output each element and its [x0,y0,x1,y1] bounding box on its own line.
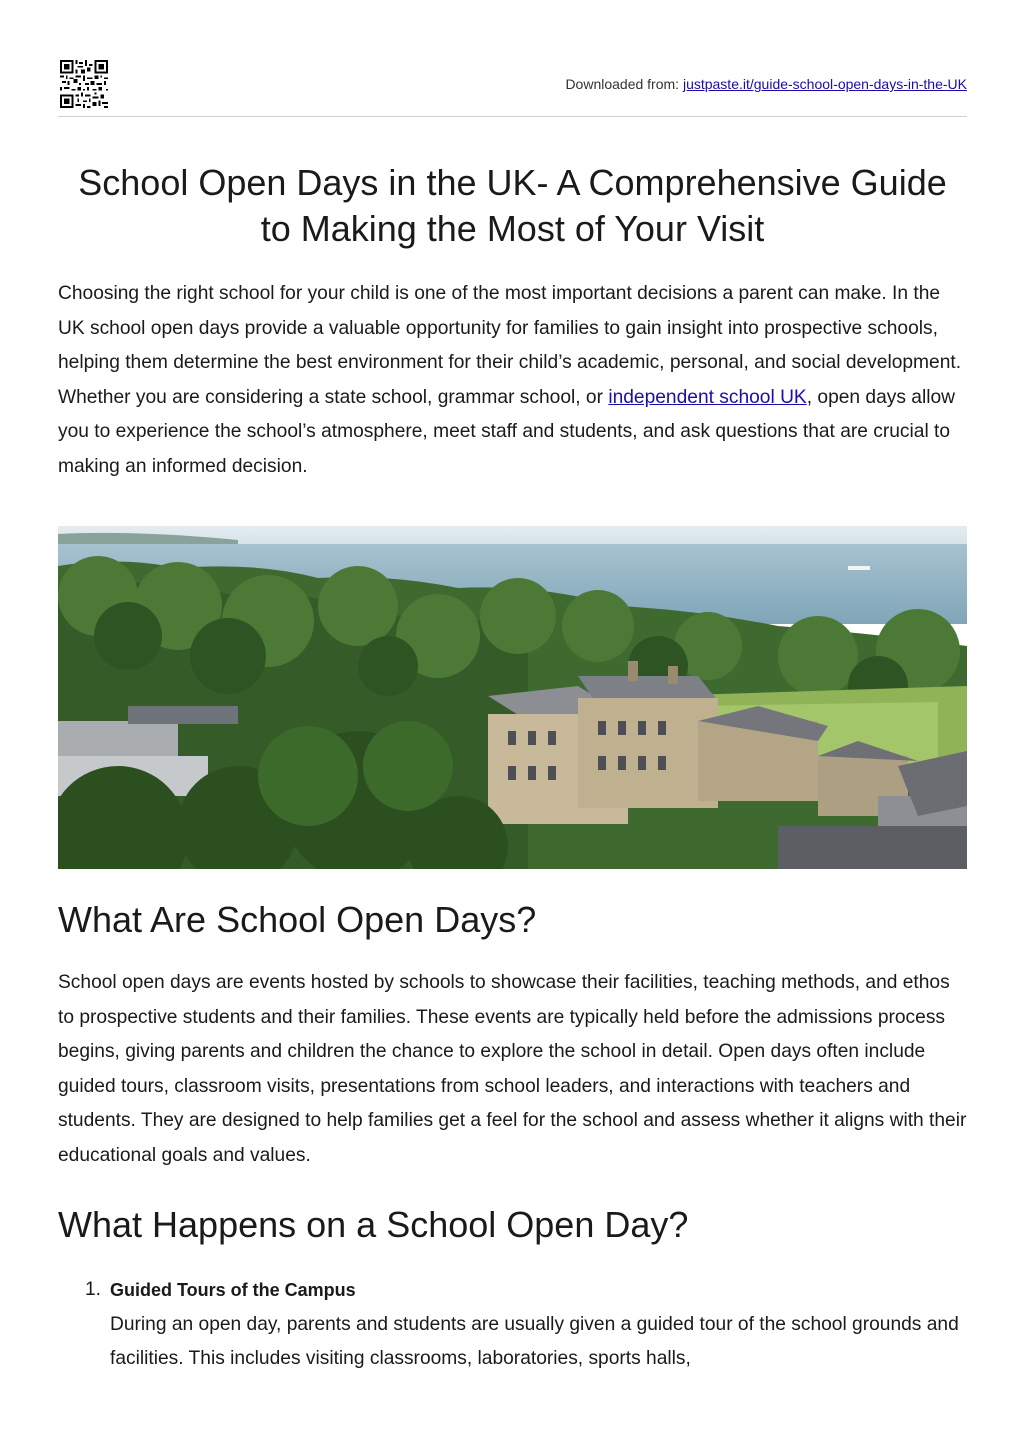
title-line-1: School Open Days in the UK- A Comprehensive Guide [78,162,947,203]
intro-text-after: , open days allow you to experience the school’s atmosphere, meet staff and students, and ask questions that are crucial to making an informed decision. [58,386,955,477]
intro-text-before: Choosing the right school for your child is one of the most important decisions a parent can make. In the UK school open days provide a valuable opportunity for families to gain insight into prospective schools, helping them determine the best environment for their child’s academic, personal, and social development. Whether you are considering a state school, grammar school, or [58,283,962,408]
qr-code-icon [60,60,108,108]
school-campus-photo [58,526,967,869]
source-link[interactable]: justpaste.it/guide-school-open-days-in-the-UK [682,76,967,92]
download-source [565,76,967,92]
page-title [58,160,967,252]
intro-paragraph [58,277,970,484]
list-item-number: 1. [85,1279,102,1300]
section-heading-what-happens: What Happens on a School Open Day? [58,1204,689,1245]
list-item-body: During an open day, parents and students are usually given a guided tour of the school grounds and facilities. This includes visiting classrooms, laboratories, sports halls, [110,1313,959,1369]
independent-school-link[interactable]: independent school UK [608,386,807,408]
downloaded-label: Downloaded from: [565,76,683,92]
list-item-title: Guided Tours of the Campus [110,1280,356,1300]
section-heading-what-are: What Are School Open Days? [58,899,537,940]
section1-paragraph: School open days are events hosted by schools to showcase their facilities, teaching methods, and ethos to prospective students and their families. These events are typically held before the admissions process begins, giving parents and children the chance to explore the school in detail. Open days often include guided tours, classroom visits, presentations from school leaders, and interactions with teachers and students. They are designed to help families get a feel for the school and assess whether it aligns with their educational goals and values. [58,972,967,1166]
title-line-2: to Making the Most of Your Visit [260,208,765,249]
page-header [58,60,967,117]
